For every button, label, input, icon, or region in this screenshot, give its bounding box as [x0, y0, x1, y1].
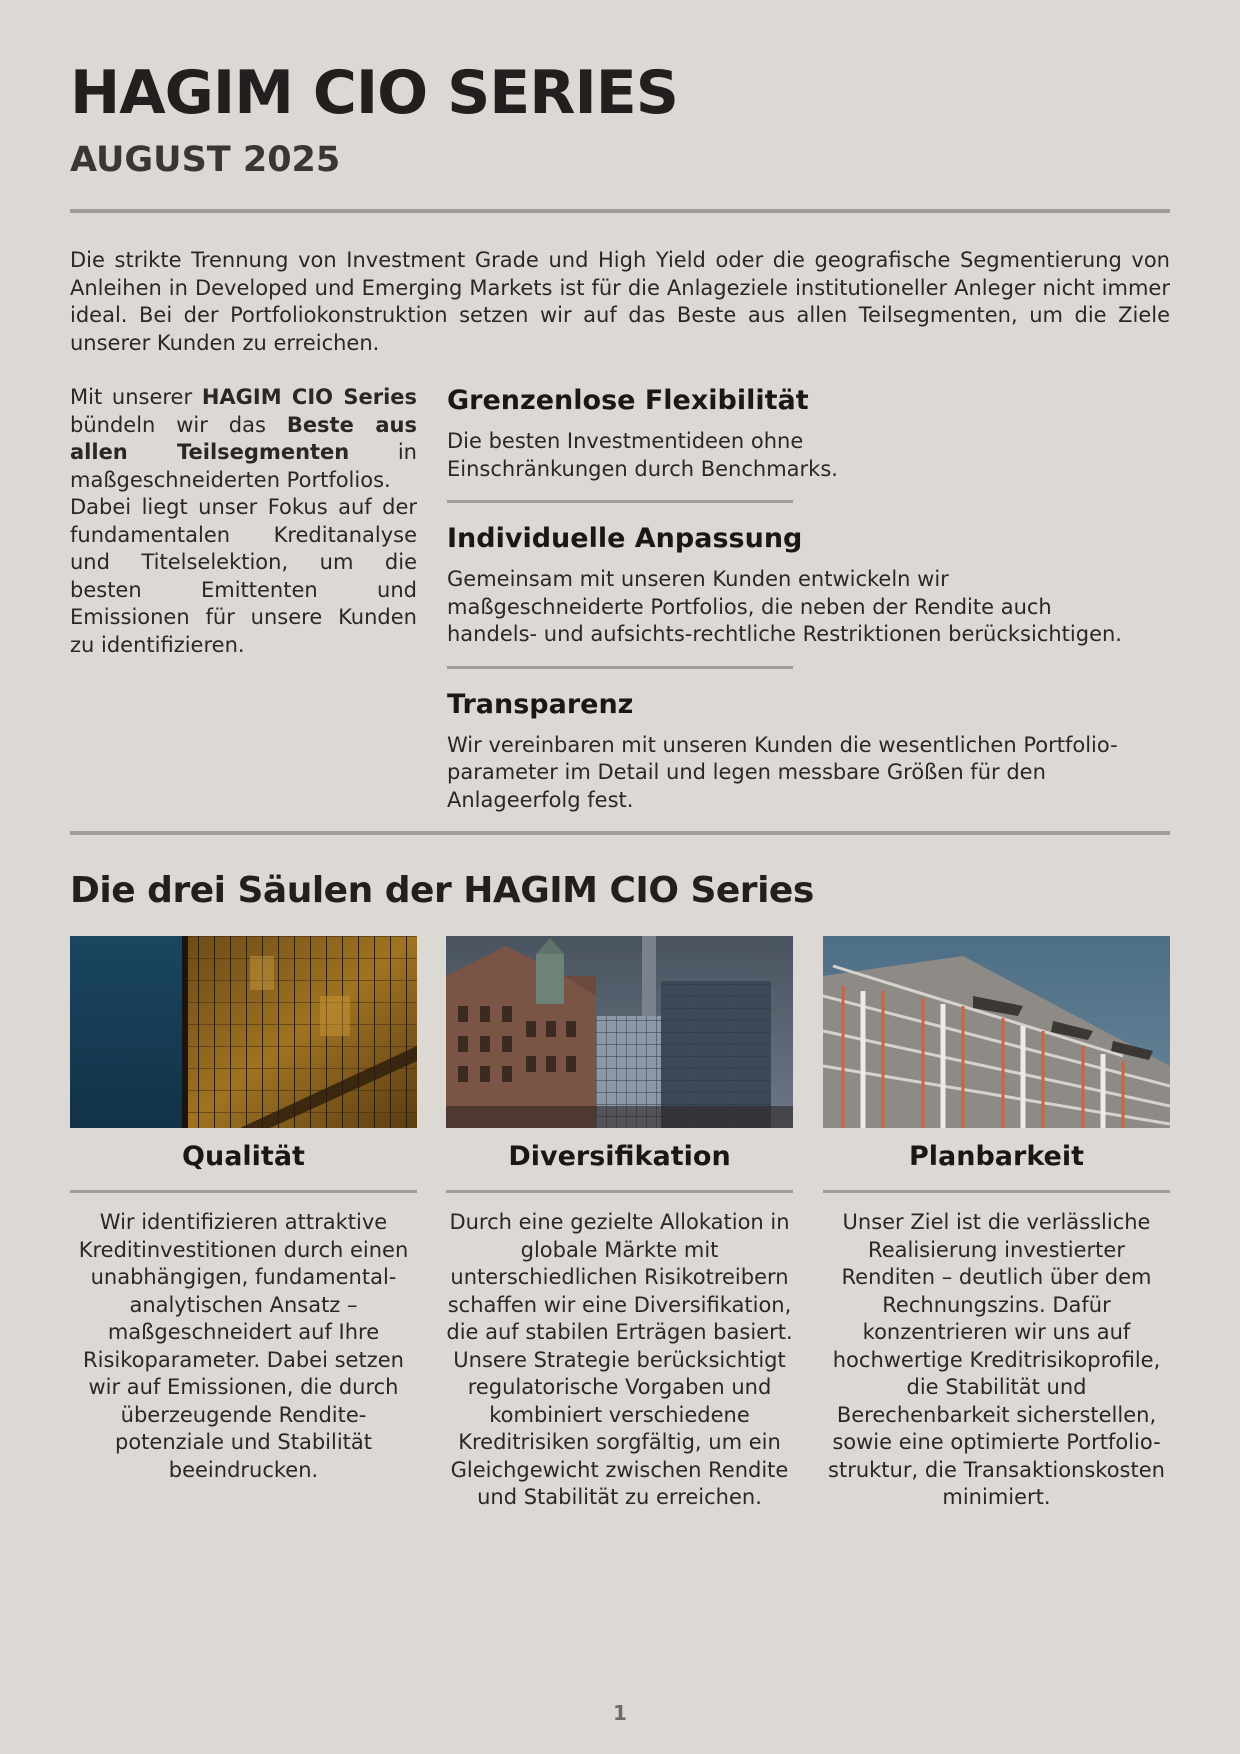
feature-heading: Individuelle Anpassung	[447, 523, 803, 554]
pillars-section-title: Die drei Säulen der HAGIM CIO Series	[70, 870, 814, 911]
text-run: Mit unserer	[70, 385, 202, 409]
pillar-quality	[70, 936, 417, 1484]
document-page	[70, 0, 1170, 1754]
text-run: bündeln wir das	[70, 412, 287, 437]
construction-site-photo	[823, 936, 1170, 1128]
document-title: HAGIM CIO SERIES	[70, 58, 678, 128]
page-number: 1	[613, 1701, 627, 1725]
pillar-divider	[446, 1190, 793, 1193]
document-subtitle: AUGUST 2025	[70, 140, 341, 180]
feature-customization	[447, 522, 1170, 649]
feature-heading: Grenzenlose Flexibilität	[447, 385, 809, 416]
pillar-heading: Planbarkeit	[908, 1141, 1085, 1172]
pillar-divider	[823, 1190, 1170, 1193]
pillar-divider	[70, 1190, 417, 1193]
feature-text: Die besten Investmentideen ohne Einschränkungen durch Benchmarks.	[447, 429, 838, 481]
feature-heading: Transparenz	[447, 688, 634, 720]
left-column-paragraph-1	[70, 384, 417, 494]
pillar-text: Durch eine gezielte Allokation in globale Märkte mit unterschiedlichen Risikotreibern schaffen wir eine Diversifikation, die auf stabilen Erträgen basiert. Unsere Strategie berücksichtigt regulatorische Vorgaben und kombiniert verschiedene Kreditrisiken sorgfältig, um ein Gleichgewicht zwischen Rendite und Stabilität zu erreichen.	[446, 1210, 793, 1509]
pillar-heading: Diversifikation	[508, 1141, 731, 1172]
feature-text: Wir vereinbaren mit unseren Kunden die wesentlichen Portfolio-parameter im Detail und legen messbare Größen für den Anlageerfolg fest.	[447, 732, 1118, 812]
bold-text-run: HAGIM CIO Series	[201, 385, 418, 409]
left-column	[70, 384, 417, 659]
features-column	[447, 384, 1170, 814]
feature-transparency	[447, 688, 1170, 815]
pillar-predictability	[823, 936, 1170, 1512]
pillar-heading: Qualität	[182, 1141, 305, 1172]
feature-text: Gemeinsam mit unseren Kunden entwickeln wir maßgeschneiderte Portfolios, die neben der Rendite auch handels- und aufsichts-rechtliche Restriktionen berücksichtigen.	[447, 567, 1122, 646]
text-run: in maßgeschneiderten Portfolios.	[70, 440, 417, 492]
feature-flexibility	[447, 384, 1170, 483]
glass-facade-photo	[70, 936, 417, 1128]
pillar-text: Unser Ziel ist die verlässliche Realisierung investierter Renditen – deutlich über dem Rechnungszins. Dafür konzentrieren wir uns auf hochwertige Kreditrisikoprofile, die Stabilität und Berechenbarkeit sicherstellen, sowie eine optimierte Portfolio-struktur, die Transaktionskosten minimiert.	[828, 1210, 1165, 1509]
feature-divider	[447, 500, 793, 503]
section-divider	[70, 831, 1170, 835]
left-column-paragraph-2: Dabei liegt unser Fokus auf der fundamentalen Kreditanalyse und Titelselektion, um die besten Emittenten und Emissionen für unsere Kunden zu identifizieren.	[70, 495, 417, 657]
city-skyline-photo	[446, 936, 793, 1128]
pillar-diversification	[446, 936, 793, 1512]
pillar-text: Wir identifizieren attraktive Kreditinvestitionen durch einen unabhängigen, fundamental-analytischen Ansatz – maßgeschneidert auf Ihre Risikoparameter. Dabei setzen wir auf Emissionen, die durch überzeugende Rendite-potenziale und Stabilität beeindrucken.	[78, 1210, 409, 1482]
feature-divider	[447, 666, 793, 669]
intro-paragraph: Die strikte Trennung von Investment Grade und High Yield oder die geografische Segmentierung von Anleihen in Developed und Emerging Markets ist für die Anlageziele institutioneller Anleger nicht immer ideal. Bei der Portfoliokonstruktion setzen wir auf das Beste aus allen Teilsegmenten, um die Ziele unserer Kunden zu erreichen.	[70, 248, 1170, 355]
header-divider	[70, 209, 1170, 213]
bold-text-run: Beste aus allen Teilsegmenten	[70, 412, 417, 464]
